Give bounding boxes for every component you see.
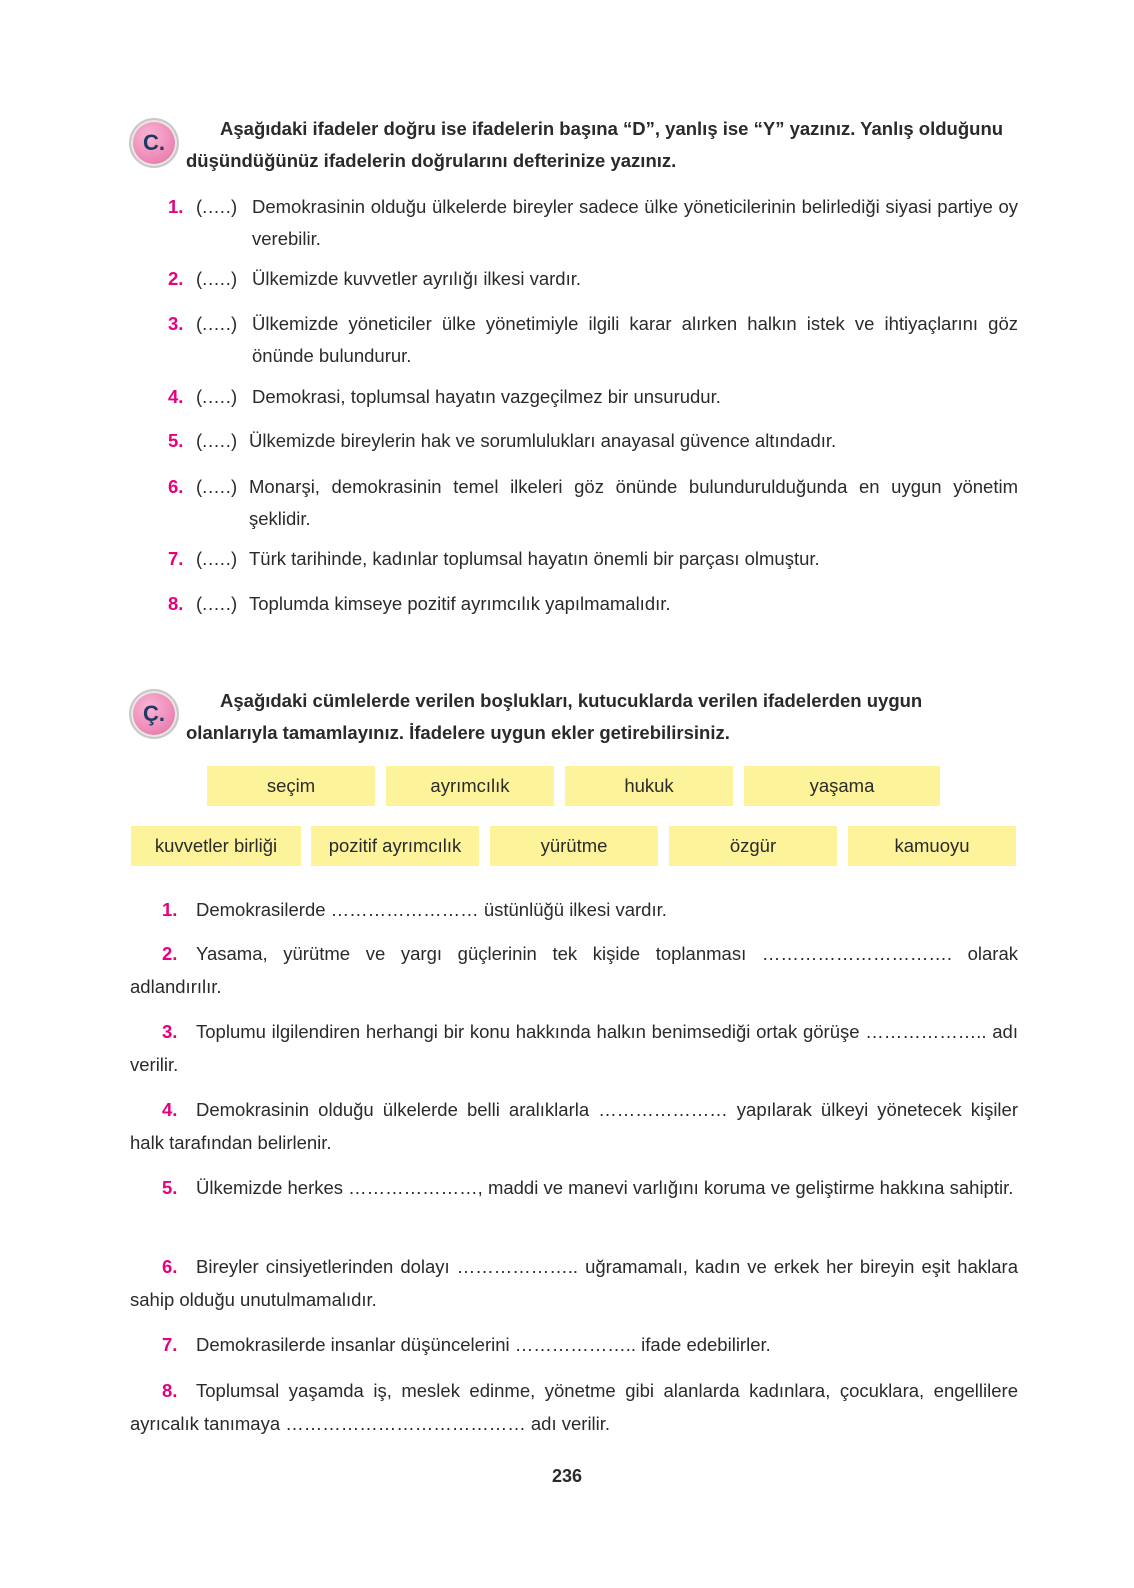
- tf-item-5: [168, 425, 1018, 457]
- item-text: Monarşi, demokrasinin temel ilkeleri göz önünde bulundurulduğunda en uygun yönetim şeklidir.: [249, 476, 1018, 529]
- item-text: Demokrasinin olduğu ülkelerde bireyler sadece ülke yöneticilerinin belirlediği siyasi partiye oy verebilir.: [252, 196, 1018, 249]
- section-cc-heading: [186, 685, 1018, 749]
- item-text: Ülkemizde yöneticiler ülke yönetimiyle ilgili karar alırken halkın istek ve ihtiyaçlarını göz önünde bulundurur.: [252, 313, 1018, 366]
- tf-item-3: [168, 308, 1018, 372]
- item-text: Demokrasilerde insanlar düşüncelerini ……………….. ifade edebilirler.: [196, 1334, 771, 1355]
- fill-item-2: [130, 937, 1018, 1003]
- answer-blank[interactable]: (.….): [196, 548, 238, 569]
- word-box-yasama[interactable]: yaşama: [744, 766, 940, 806]
- item-text: Ülkemizde bireylerin hak ve sorumlulukları anayasal güvence altındadır.: [249, 430, 837, 451]
- item-number: 2.: [162, 943, 178, 964]
- item-text: Ülkemizde herkes …………………, maddi ve manevi varlığını koruma ve geliştirme hakkına sahiptir.: [196, 1177, 1014, 1198]
- item-number: 5.: [168, 430, 184, 451]
- item-text: Yasama, yürütme ve yargı güçlerinin tek kişide toplanması …………………………. olarak adlandırılır.: [130, 943, 1018, 997]
- tf-item-8: [168, 588, 1018, 620]
- item-number: 1.: [162, 899, 178, 920]
- item-number: 5.: [162, 1177, 178, 1198]
- item-number: 1.: [168, 196, 184, 217]
- word-box-yurutme[interactable]: yürütme: [490, 826, 658, 866]
- answer-blank[interactable]: (.….): [196, 430, 238, 451]
- item-number: 8.: [168, 593, 184, 614]
- item-number: 2.: [168, 268, 184, 289]
- item-text: Demokrasinin olduğu ülkelerde belli aralıklarla ………………… yapılarak ülkeyi yönetecek kişiler halk tarafından belirlenir.: [130, 1099, 1018, 1153]
- item-number: 8.: [162, 1380, 178, 1401]
- item-number: 7.: [162, 1334, 178, 1355]
- tf-item-1: [168, 191, 1018, 255]
- answer-blank[interactable]: (.….): [196, 268, 238, 289]
- item-text: Toplumda kimseye pozitif ayrımcılık yapılmamalıdır.: [249, 593, 671, 614]
- answer-blank[interactable]: (.….): [196, 196, 238, 217]
- section-c-badge: C.: [129, 118, 179, 168]
- answer-blank[interactable]: (.….): [196, 593, 238, 614]
- item-text: Toplumu ilgilendiren herhangi bir konu hakkında halkın benimsediği ortak görüşe ……………….. adı verilir.: [130, 1021, 1018, 1075]
- item-text: Demokrasi, toplumsal hayatın vazgeçilmez bir unsurudur.: [252, 386, 721, 407]
- item-text: Ülkemizde kuvvetler ayrılığı ilkesi vardır.: [252, 268, 581, 289]
- item-text: Toplumsal yaşamda iş, meslek edinme, yönetme gibi alanlarda kadınlara, çocuklara, engellilere ayrıcalık tanımaya ………………………………… adı verilir.: [130, 1380, 1018, 1434]
- answer-blank[interactable]: (.….): [196, 476, 238, 497]
- fill-item-1: [130, 893, 1018, 926]
- word-box-secim[interactable]: seçim: [207, 766, 375, 806]
- answer-blank[interactable]: (.….): [196, 386, 238, 407]
- fill-item-7: [130, 1328, 1018, 1361]
- section-c-heading-text: Aşağıdaki ifadeler doğru ise ifadelerin başına “D”, yanlış ise “Y” yazınız. Yanlış olduğunu düşündüğünüz ifadelerin doğrularını defterinize yazınız.: [186, 118, 1004, 171]
- item-number: 7.: [168, 548, 184, 569]
- fill-item-4: [130, 1093, 1018, 1159]
- word-box-ayrimcilik[interactable]: ayrımcılık: [386, 766, 554, 806]
- tf-item-2: [168, 263, 1018, 295]
- item-text: Demokrasilerde …………………… üstünlüğü ilkesi vardır.: [196, 899, 667, 920]
- item-number: 6.: [162, 1256, 178, 1277]
- tf-item-7: [168, 543, 1018, 575]
- section-cc-heading-text: Aşağıdaki cümlelerde verilen boşlukları, kutucuklarda verilen ifadelerden uygun olanlarıyla tamamlayınız. İfadelere uygun ekler getirebilirsiniz.: [186, 690, 923, 743]
- answer-blank[interactable]: (.….): [196, 313, 238, 334]
- item-number: 4.: [162, 1099, 178, 1120]
- section-c-heading: [186, 113, 1018, 177]
- item-number: 4.: [168, 386, 184, 407]
- fill-item-3: [130, 1015, 1018, 1081]
- fill-item-8: [130, 1374, 1018, 1440]
- item-text: Türk tarihinde, kadınlar toplumsal hayatın önemli bir parçası olmuştur.: [249, 548, 820, 569]
- word-box-ozgur[interactable]: özgür: [669, 826, 837, 866]
- tf-item-4: [168, 381, 1018, 413]
- item-number: 3.: [168, 313, 184, 334]
- word-box-kuvvetler-birligi[interactable]: kuvvetler birliği: [131, 826, 301, 866]
- item-text: Bireyler cinsiyetlerinden dolayı ……………….. uğramamalı, kadın ve erkek her bireyin eşit haklara sahip olduğu unutulmamalıdır.: [130, 1256, 1018, 1310]
- page-number: 236: [551, 1466, 583, 1486]
- item-number: 3.: [162, 1021, 178, 1042]
- fill-item-5: [130, 1171, 1018, 1204]
- word-box-hukuk[interactable]: hukuk: [565, 766, 733, 806]
- item-number: 6.: [168, 476, 184, 497]
- tf-item-6: [168, 471, 1018, 535]
- section-cc-badge: Ç.: [129, 689, 179, 739]
- word-box-pozitif-ayrimcilik[interactable]: pozitif ayrımcılık: [311, 826, 479, 866]
- word-box-kamuoyu[interactable]: kamuoyu: [848, 826, 1016, 866]
- fill-item-6: [130, 1250, 1018, 1316]
